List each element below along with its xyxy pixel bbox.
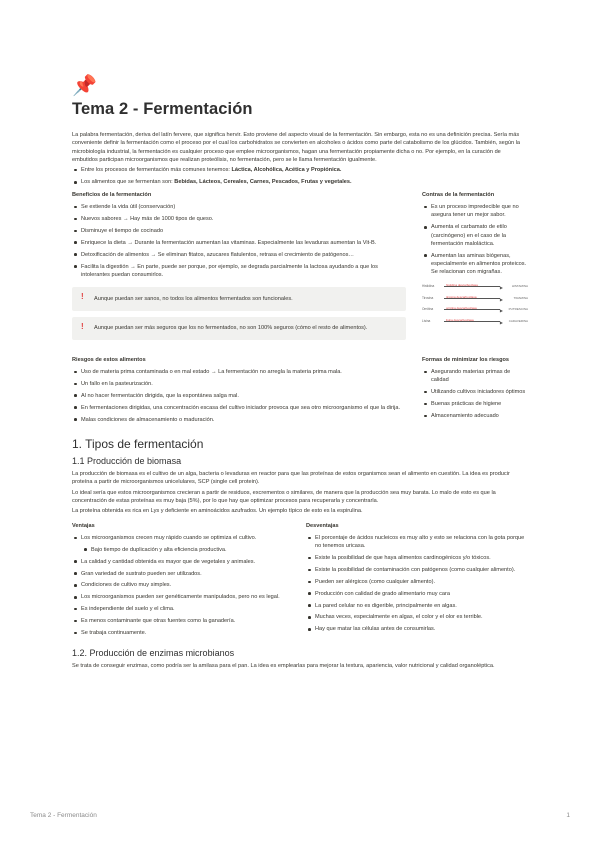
list-item: Asegurando materias primas de calidad (422, 368, 528, 385)
list-item: Nuevos sabores → Hay más de 1000 tipos de queso. (72, 215, 406, 223)
list-item: Se trabaja continuamente. (72, 629, 294, 637)
list-item: El porcentaje de ácidos nucleicos es muy alto y esto se relaciona con la gota porque no tenemos uricasa. (306, 534, 528, 551)
disadvantages-heading: Desventajas (306, 522, 339, 529)
diagram-row: Ornitina ornitina descarboxilasa ▶ PUTRESCINA (422, 304, 528, 316)
pros-list (72, 534, 294, 542)
list-item: Es independiente del suelo y el clima. (72, 605, 294, 613)
minimize-heading: Formas de minimizar los riesgos (422, 356, 510, 363)
paragraph: Se trata de conseguir enzimas, como podría ser la amilasa para el pan. La idea es emplearlas para mejorar la textura, apariencia, valor nutricional y calidad organoléptica. (72, 663, 495, 670)
list-item: Disminuye el tiempo de cocinado (72, 227, 406, 235)
intro-list (72, 166, 528, 187)
arrow-right-icon: ▶ (499, 319, 503, 325)
amines-diagram (422, 281, 528, 327)
paragraph: La producción de biomasa es el cultivo de un alga, bacteria o levaduras en reactor para que las proteínas de estos organismos sean el alimento en cuestión. La idea es producir proteína a partir de microorganismos unicelulares, SCP (single cell protein). (72, 471, 510, 486)
callout-functional: ! Aunque puedan ser sanos, no todos los alimentos fermentados son funcionales. (72, 287, 406, 311)
benefits-heading: Beneficios de la fermentación (72, 191, 152, 198)
cons-heading: Contras de la fermentación (422, 191, 495, 198)
risks-columns (72, 356, 528, 428)
cons-column-biomass (306, 522, 528, 641)
list-item: Hay que matar las células antes de consumirlas. (306, 625, 528, 633)
disadvantages-list (306, 534, 528, 634)
list-item: Los alimentos que se fermentan son: Bebidas, Lácteos, Cereales, Carnes, Pescados, Frutas y vegetales. (72, 178, 528, 186)
intro-paragraph: La palabra fermentación, deriva del latín fervere, que significa hervir. Esto proviene del aspecto visual de la fermentación. Sin embargo, esta no es una definición precisa. Sería más conveniente definir la fermentación como el proceso por el cual los carbohidratos se convierten en alcoholes o ácidos como parte del catabolismo de los glúcidos. También, según la microbiología industrial, la fermentación es cualquier proceso que emplee microorganismos, hagan una fermentación propiamente dicha o no. Por ejemplo, en la curación de embutidos participan microorganismos que realizan proteólisis, no fermentación, pero se le llama fermentación igualmente. (72, 132, 520, 163)
list-item: Es menos contaminante que otras fuentes como la ganadería. (72, 617, 294, 625)
benefits-list (72, 203, 406, 279)
minimize-column (422, 356, 528, 428)
list-item: Los microorganismos pueden ser genéticamente manipulados, pero no es legal. (72, 593, 294, 601)
list-item: Existe la posibilidad de que haya alimentos cardinogénicos y/o tóxicos. (306, 554, 528, 562)
risks-list (72, 368, 406, 424)
page-number: 1 (566, 812, 570, 819)
list-item: Muchas veces, especialmente en algas, el color y el olor es terrible. (306, 613, 528, 621)
paragraph: La proteína obtenida es rica en Lys y deficiente en aminoácidos azufrados. Un ejemplo típico de esto es la espirulina. (72, 508, 363, 515)
list-item: Se extiende la vida útil (conservación) (72, 203, 406, 211)
subsection-heading: 1.1 Producción de biomasa (72, 455, 182, 466)
minimize-list (422, 368, 528, 420)
benefits-cons-columns (72, 191, 528, 346)
list-item: Un fallo en la pasteurización. (72, 380, 406, 388)
arrow-right-icon: ▶ (499, 296, 503, 302)
list-item: Gran variedad de sustrato pueden ser utilizados. (72, 570, 294, 578)
pros-list-cont (72, 558, 294, 638)
list-item: Al no hacer fermentación dirigida, que la espontánea salga mal. (72, 392, 406, 400)
cons-column (422, 191, 528, 346)
diagram-row: Histidina histidina descarboxilasa ▶ HISTAMINA (422, 281, 528, 293)
list-item: Condiciones de cultivo muy simples. (72, 581, 294, 589)
pushpin-icon: 📌 (72, 75, 97, 97)
benefits-column (72, 191, 406, 346)
list-item: Bajo tiempo de duplicación y alta eficiencia productiva. (82, 546, 294, 554)
subsection-heading: 1.2. Producción de enzimas microbianos (72, 647, 235, 658)
page-footer (30, 812, 570, 819)
list-item: Aumentan las aminas biógenas, especialmente en alimentos proteicos. Se relacionan con migrañas. (422, 252, 528, 277)
list-item: La pared celular no es digerible, principalmente en algas. (306, 602, 528, 610)
arrow-right-icon: ▶ (499, 285, 503, 291)
pros-sublist (72, 546, 294, 554)
exclamation-icon: ! (81, 292, 84, 302)
list-item: Los microorganismos crecen muy rápido cuando se optimiza el cultivo. (72, 534, 294, 542)
list-item: Facilita la digestión → En parte, puede ser porque, por ejemplo, se degrada parcialmente la lactosa ayudando a que los intolerantes puedan consumirlos. (72, 263, 406, 280)
list-item: Pueden ser alérgicos (como cualquier alimento). (306, 578, 528, 586)
list-item: Enriquece la dieta → Durante la fermentación aumentan las vitaminas. Especialmente las levaduras aumentan la Vit-B. (72, 239, 406, 247)
list-item: En fermentaciones dirigidas, una concentración escasa del cultivo iniciador provoca que sea otro microorganismo el que la dirija. (72, 404, 406, 412)
list-item: Detoxificación de alimentos → Se eliminan fitatos, azucares flatulentos, retrasa el crecimiento de patógenos… (72, 251, 406, 259)
document-body (72, 131, 528, 672)
list-item: Buenas prácticas de higiene (422, 400, 528, 408)
cons-list (422, 203, 528, 277)
exclamation-icon: ! (81, 322, 84, 332)
list-item: Existe la posibilidad de contaminación con patógenos (como cualquier alimento). (306, 566, 528, 574)
paragraph: Lo ideal sería que estos microorganismos crecieran a partir de residuos, excrementos o similares, de manera que la producción sea muy barata. Lo malo de esto es que la concentración de estas proteínas es muy baja (5%), por lo que hay que optimizar procesos para recuperarla y concentrarla. (72, 489, 496, 504)
list-item: Entre los procesos de fermentación más comunes tenemos: Láctica, Alcohólica, Acética y Propiónica. (72, 166, 528, 174)
section-heading: 1. Tipos de fermentación (72, 437, 204, 452)
list-item: Es un proceso impredecible que no asegura tener un mejor sabor. (422, 203, 528, 220)
arrow-right-icon: ▶ (499, 308, 503, 314)
pros-column (72, 522, 294, 641)
list-item: Almacenamiento adecuado (422, 412, 528, 420)
pros-heading: Ventajas (72, 522, 95, 529)
list-item: Aumenta el carbamato de etilo (carcinógeno) en el caso de la fermentación maloláctica. (422, 223, 528, 248)
page-title: Tema 2 - Fermentación (72, 100, 253, 118)
footer-title: Tema 2 - Fermentación (30, 812, 97, 819)
pros-cons-columns (72, 522, 528, 641)
list-item: Malas condiciones de almacenamiento o maduración. (72, 416, 406, 424)
list-item: La calidad y cantidad obtenida es mayor que de vegetales y animales. (72, 558, 294, 566)
diagram-row: Lisina lisina descarboxilasa ▶ CADAVERINA (422, 315, 528, 327)
list-item: Producción con calidad de grado alimentario muy cara (306, 590, 528, 598)
list-item: Uso de materia prima contaminada o en mal estado → La fermentación no arregla la materia prima mala. (72, 368, 406, 376)
diagram-row: Tirosina tirosina descarboxilasa ▶ TIRAMINA (422, 292, 528, 304)
list-item: Utilizando cultivos iniciadores óptimos (422, 388, 528, 396)
risks-heading: Riesgos de estos alimentos (72, 356, 146, 363)
risks-column (72, 356, 406, 428)
callout-safety: ! Aunque puedan ser más seguros que los no fermentados, no son 100% seguros (cómo el resto de alimentos). (72, 317, 406, 339)
